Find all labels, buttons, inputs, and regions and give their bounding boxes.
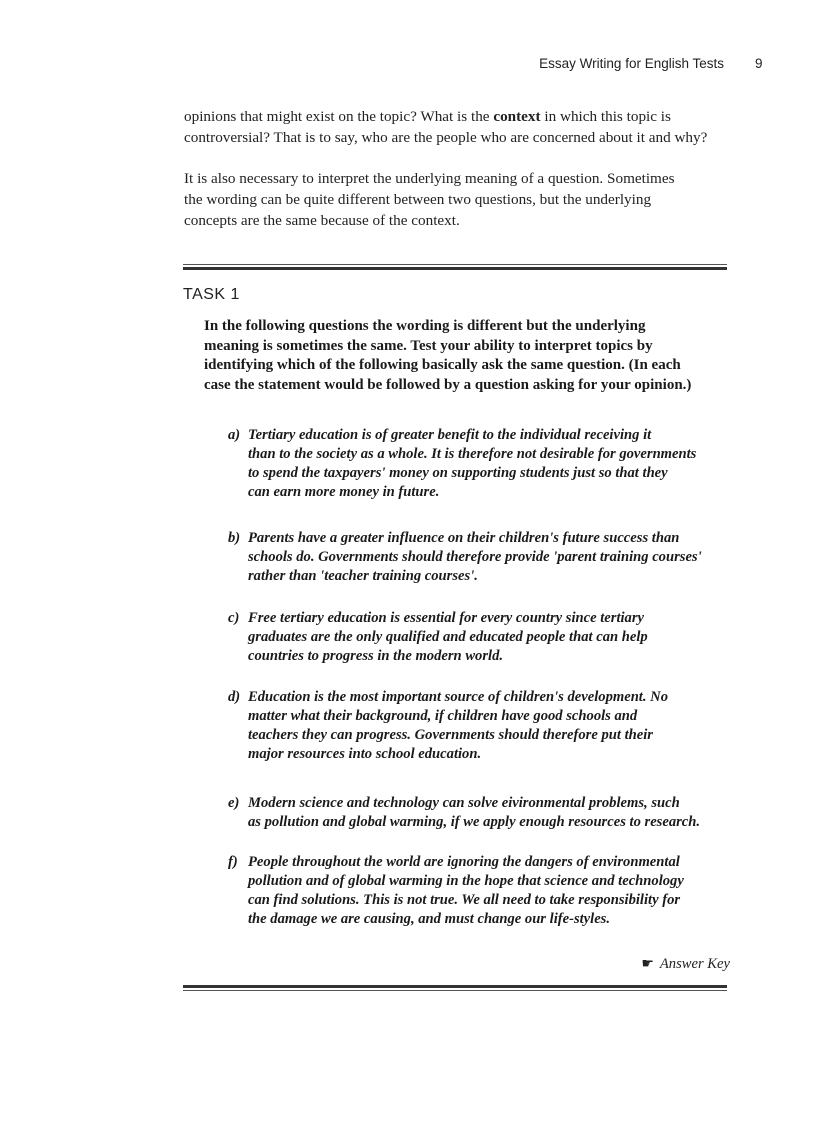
- text-span: opinions that might exist on the topic? What is the: [184, 108, 494, 125]
- task-item-b: [228, 529, 728, 586]
- item-text: Education is the most important source of children's development. No: [248, 689, 668, 705]
- thin-rule: [183, 264, 727, 265]
- task-instructions: [204, 317, 724, 395]
- text-span: in which this topic is: [540, 108, 671, 125]
- item-text: Modern science and technology can solve eivironmental problems, such: [248, 795, 680, 811]
- item-line: [228, 529, 728, 548]
- item-line: schools do. Governments should therefore provide 'parent training courses': [248, 549, 702, 565]
- bold-term-context: context: [493, 108, 541, 125]
- item-letter: f): [228, 854, 238, 870]
- task-box-top-rule: [183, 264, 727, 270]
- book-title: Essay Writing for English Tests: [539, 56, 724, 71]
- item-line: major resources into school education.: [248, 746, 482, 762]
- item-line: [228, 853, 728, 872]
- intro-paragraph-1: [184, 106, 744, 148]
- item-line: [228, 426, 728, 445]
- task-item-a: [228, 426, 728, 502]
- item-text: Free tertiary education is essential for every country since tertiary: [248, 610, 645, 626]
- task-item-d: [228, 688, 728, 764]
- page-number: 9: [755, 56, 763, 71]
- item-line: rather than 'teacher training courses'.: [248, 568, 478, 584]
- answer-key-label: Answer Key: [659, 956, 730, 972]
- task-title: TASK 1: [183, 286, 240, 303]
- thick-rule: [183, 267, 727, 270]
- item-line: to spend the taxpayers' money on supporting students just so that they: [248, 465, 668, 481]
- thick-rule: [183, 985, 727, 988]
- item-text: Parents have a greater influence on their children's future success than: [248, 530, 680, 546]
- item-line: matter what their background, if children have good schools and: [248, 708, 638, 724]
- item-letter: a): [228, 427, 241, 443]
- item-text: Tertiary education is of greater benefit to the individual receiving it: [248, 427, 652, 443]
- item-line: graduates are the only qualified and educated people that can help: [248, 629, 648, 645]
- task-item-e: [228, 794, 728, 832]
- task-item-f: [228, 853, 728, 929]
- paragraph-line: concepts are the same because of the context.: [184, 212, 460, 229]
- item-line: than to the society as a whole. It is therefore not desirable for governments: [248, 446, 697, 462]
- running-header: [0, 56, 816, 76]
- instruction-line: meaning is sometimes the same. Test your ability to interpret topics by: [204, 337, 653, 354]
- pointing-hand-icon: ☛: [641, 956, 654, 972]
- instruction-line: case the statement would be followed by a question asking for your opinion.): [204, 376, 692, 393]
- item-line: [228, 609, 728, 628]
- paragraph-line: [184, 106, 744, 127]
- item-text: People throughout the world are ignoring the dangers of environmental: [248, 854, 680, 870]
- item-letter: b): [228, 530, 241, 546]
- paragraph-line: controversial? That is to say, who are the people who are concerned about it and why?: [184, 129, 708, 146]
- item-line: can find solutions. This is not true. We all need to take responsibility for: [248, 892, 681, 908]
- item-line: as pollution and global warming, if we apply enough resources to research.: [248, 814, 701, 830]
- item-letter: d): [228, 689, 241, 705]
- item-line: can earn more money in future.: [248, 484, 440, 500]
- instruction-line: identifying which of the following basically ask the same question. (In each: [204, 357, 681, 373]
- instruction-line: In the following questions the wording is different but the underlying: [204, 318, 646, 334]
- item-line: teachers they can progress. Governments should therefore put their: [248, 727, 653, 743]
- item-letter: e): [228, 795, 240, 811]
- item-letter: c): [228, 610, 240, 626]
- task-box-bottom-rule: [183, 985, 727, 991]
- answer-key-reference[interactable]: [641, 956, 730, 973]
- paragraph-line: It is also necessary to interpret the underlying meaning of a question. Sometimes: [184, 170, 675, 187]
- thin-rule: [183, 990, 727, 991]
- paragraph-line: the wording can be quite different between two questions, but the underlying: [184, 191, 652, 208]
- intro-paragraph-2: [184, 168, 744, 231]
- item-line: countries to progress in the modern world.: [248, 648, 504, 664]
- item-line: [228, 688, 728, 707]
- item-line: pollution and of global warming in the hope that science and technology: [248, 873, 684, 889]
- item-line: the damage we are causing, and must change our life-styles.: [248, 911, 611, 927]
- task-item-c: [228, 609, 728, 666]
- item-line: [228, 794, 728, 813]
